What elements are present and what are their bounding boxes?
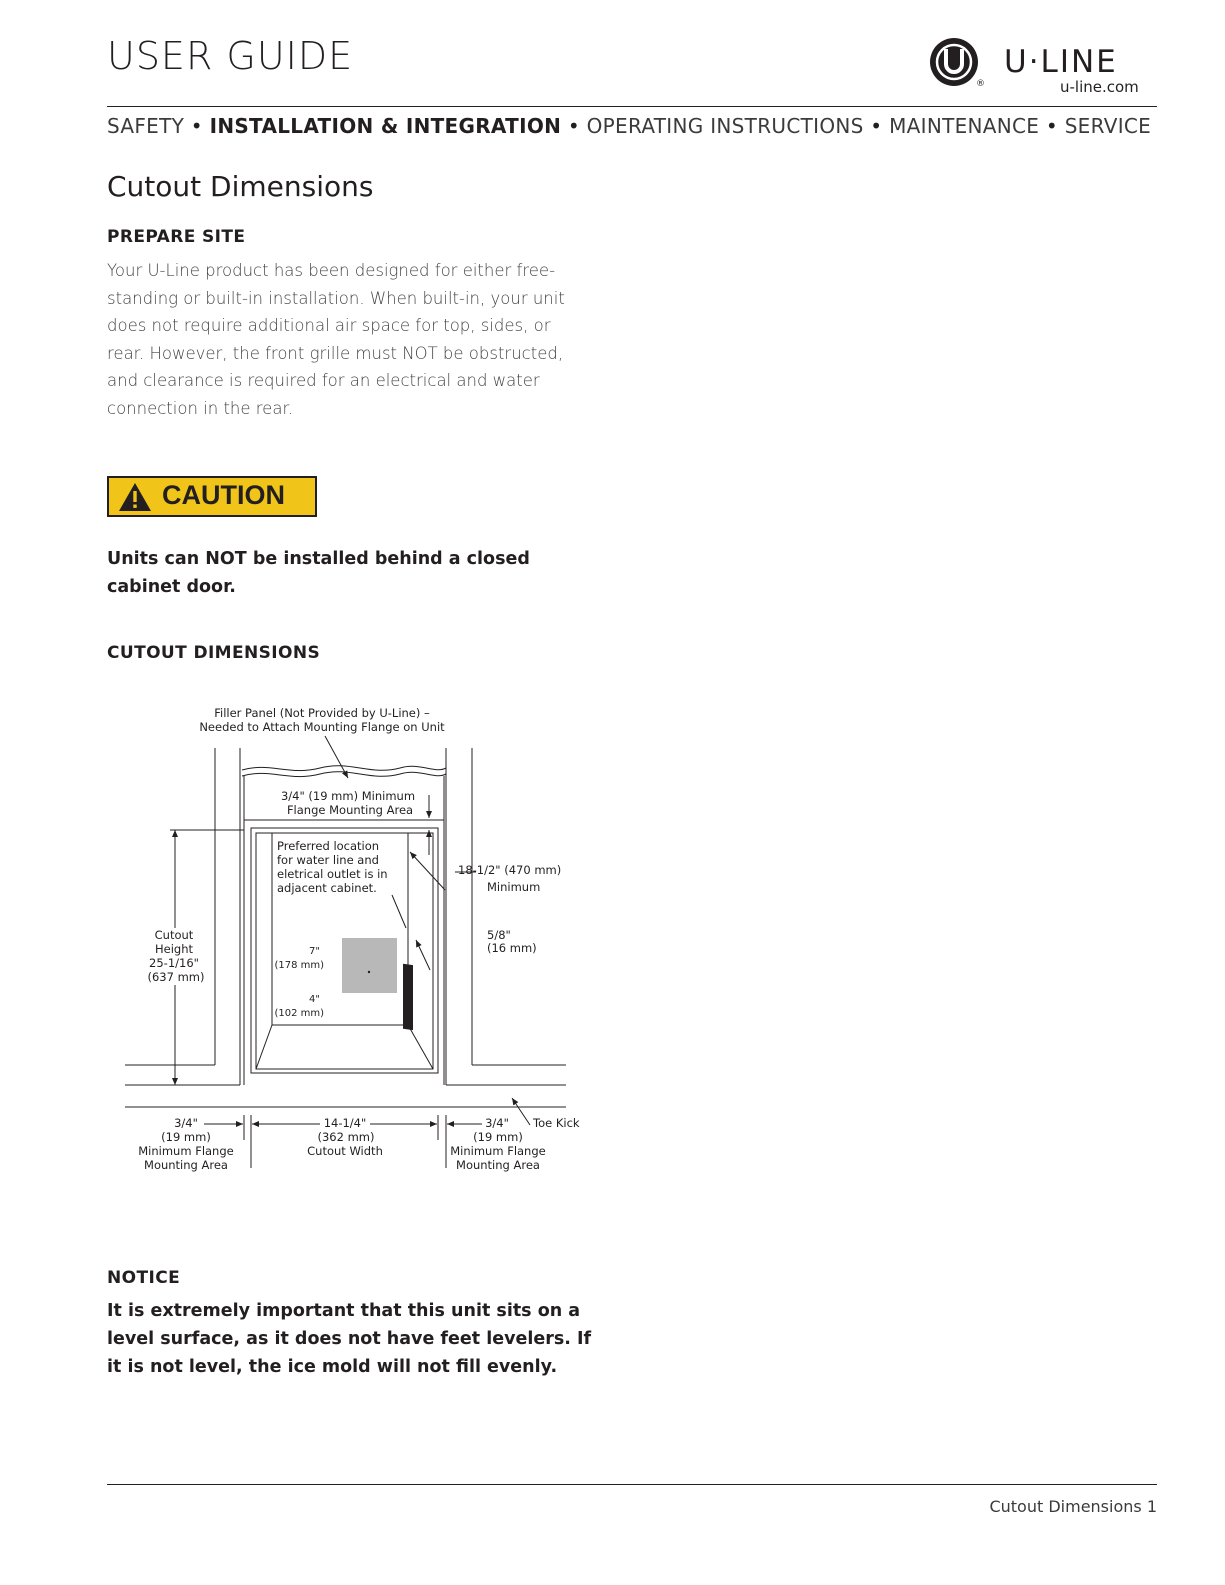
cutout-height-label: Height: [154, 942, 194, 956]
preferred-location-label: Preferred location: [277, 839, 380, 853]
cutout-height-label: 25-1/16": [149, 956, 199, 970]
section-breadcrumb: [107, 114, 1151, 138]
nav-item-safety: SAFETY: [107, 114, 185, 138]
prepare-site-heading: PREPARE SITE: [107, 227, 246, 247]
nav-separator: •: [1045, 114, 1059, 138]
preferred-location-label: for water line and: [277, 853, 379, 867]
filler-panel-label: Filler Panel (Not Provided by U-Line) –: [214, 706, 430, 720]
footer-divider: [107, 1484, 1157, 1485]
cutout-width-label: (362 mm): [317, 1130, 375, 1144]
nav-separator: •: [870, 114, 883, 138]
outlet-area-shape: [342, 938, 397, 993]
cutout-width-label: 14-1/4": [323, 1116, 367, 1130]
nav-item-maintenance: MAINTENANCE: [889, 114, 1040, 138]
filler-panel-label: Needed to Attach Mounting Flange on Unit: [199, 720, 445, 734]
seven-inch-label: (178 mm): [274, 960, 324, 971]
depth-label: Minimum: [487, 880, 541, 894]
nav-item-installation: INSTALLATION & INTEGRATION: [209, 114, 562, 138]
cutout-height-label: (637 mm): [147, 970, 205, 984]
nav-separator: •: [567, 114, 580, 138]
flange-top-label: Flange Mounting Area: [286, 803, 414, 817]
left-flange-label: (19 mm): [161, 1130, 211, 1144]
flange-top-label: 3/4" (19 mm) Minimum: [280, 789, 416, 803]
nav-item-service: SERVICE: [1064, 114, 1152, 138]
nav-separator: •: [190, 114, 203, 138]
cutout-dimensions-heading: CUTOUT DIMENSIONS: [107, 643, 321, 663]
warning-triangle-icon: [118, 482, 152, 512]
offset-label: (16 mm): [487, 941, 537, 955]
right-flange-label: Mounting Area: [456, 1158, 540, 1172]
left-flange-label: Mounting Area: [144, 1158, 228, 1172]
page-title: USER GUIDE: [107, 34, 354, 78]
brand-url[interactable]: u-line.com: [1060, 78, 1139, 96]
page-footer: Cutout Dimensions 1: [989, 1497, 1157, 1516]
header-divider: [107, 106, 1157, 107]
right-flange-label: 3/4": [485, 1116, 509, 1130]
left-flange-label: Minimum Flange: [138, 1144, 234, 1158]
cutout-width-label: Cutout Width: [307, 1144, 383, 1158]
right-flange-label: (19 mm): [473, 1130, 523, 1144]
four-inch-label: 4": [309, 994, 320, 1005]
preferred-location-label: eletrical outlet is in: [277, 867, 388, 881]
caution-text: Units can NOT be installed behind a closed cabinet door.: [107, 549, 530, 597]
right-flange-label: Minimum Flange: [450, 1144, 546, 1158]
registered-mark: ®: [976, 79, 985, 89]
brand-wordmark: U·LINE: [1004, 44, 1118, 80]
prepare-site-body: Your U-Line product has been designed for either free-standing or built-in installation. When built-in, your unit does not require additional air space for top, sides, or rear. However, the front grille must NOT be obstructed, and clearance is required for an electrical and water connection in the rear.: [107, 261, 565, 418]
preferred-location-label: adjacent cabinet.: [277, 881, 377, 895]
offset-label: 5/8": [487, 928, 511, 942]
seven-inch-label: 7": [309, 946, 320, 957]
left-flange-label: 3/4": [174, 1116, 198, 1130]
notice-heading: NOTICE: [107, 1268, 181, 1288]
depth-label: 18-1/2" (470 mm): [458, 863, 562, 877]
toe-kick-label: Toe Kick: [533, 1116, 580, 1130]
caution-label: CAUTION: [162, 480, 285, 510]
four-inch-label: (102 mm): [274, 1008, 324, 1019]
section-heading: Cutout Dimensions: [107, 170, 374, 203]
nav-item-operating: OPERATING INSTRUCTIONS: [586, 114, 864, 138]
cutout-dimensions-diagram: [120, 700, 580, 1180]
notice-text: It is extremely important that this unit sits on a level surface, as it does not have feet levelers. If it is not level, the ice mold will not fill evenly.: [107, 1301, 592, 1377]
cutout-height-label: Cutout: [154, 928, 194, 942]
